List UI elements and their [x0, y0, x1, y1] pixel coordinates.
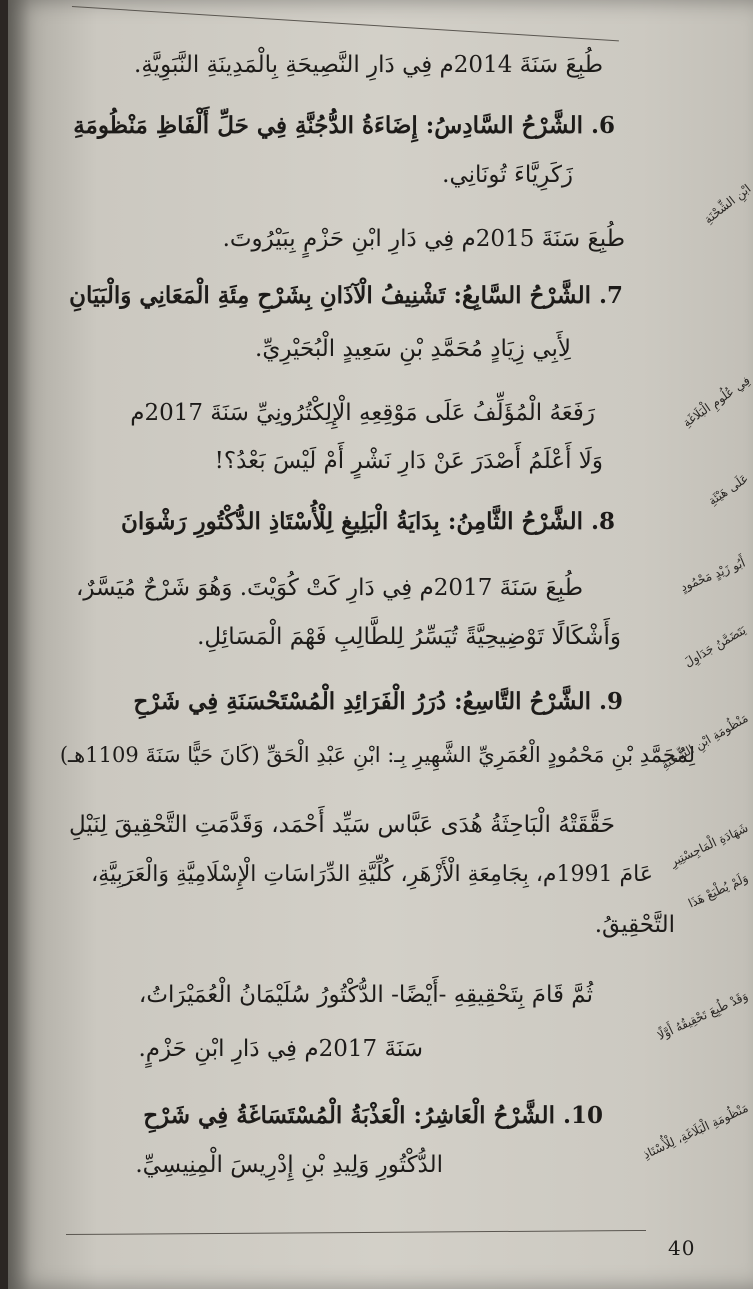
heading-seventh: 7. الشَّرْحُ السَّابِعُ: تَشْنِيفُ الْآذَانِ بِشَرْحِ مِئَةِ الْمَعَانِي وَالْبَيَانِ: [69, 282, 623, 309]
heading-sixth: 6. الشَّرْحُ السَّادِسُ: إِضَاءَةُ الدُّجُنَّةِ فِي حَلِّ أَلْفَاظِ مَنْظُومَةِ: [73, 112, 615, 139]
text-line: الدُّكْتُورِ وَلِيدِ بْنِ إِدْرِيسَ الْمِنِيسِيِّ.: [135, 1152, 443, 1178]
text-line: زَكَرِيَّاءَ تُونَانِي.: [442, 162, 573, 188]
text-line: عَامَ 1991م، بِجَامِعَةِ الْأَزْهَرِ، كُلِّيَّةِ الدِّرَاسَاتِ الْإِسْلَامِيَّةِ وَالْعَرَبِيَّةِ،: [91, 862, 653, 887]
side-note: مَنْظُومَةِ الْبَلَاغَةِ، لِلْأُسْتَاذِ: [640, 1100, 750, 1162]
side-note: مَنْظُومَةِ ابْنِ الشِّحْنَةِ: [658, 710, 751, 773]
book-page: [8, 0, 753, 1289]
side-note: أَبُو زَيْدٍ مَحْمُودٍ: [678, 555, 748, 595]
heading-ninth: 9. الشَّرْحُ التَّاسِعُ: دُرَرُ الْفَرَائِدِ الْمُسْتَحْسَنَةِ فِي شَرْحِ: [133, 688, 623, 715]
text-line: التَّحْقِيقُ.: [594, 912, 675, 938]
text-line: سَنَةَ 2017م فِي دَارِ ابْنِ حَزْمٍ.: [138, 1036, 423, 1062]
text-line: طُبِعَ سَنَةَ 2017م فِي دَارِ كَتْ كُوَيْتَ. وَهُوَ شَرْحٌ مُيَسَّرٌ،: [75, 575, 583, 601]
side-note: وَقَدْ طُبِعَ تَحْقِيقُهُ أَوَّلًا: [655, 988, 750, 1043]
side-note: وَلَمْ يُطْبَعْ هَذَا: [685, 870, 750, 911]
side-note: ابْنِ الشِّحْنَةِ: [701, 181, 753, 227]
heading-eighth: 8. الشَّرْحُ الثَّامِنُ: بِدَايَةُ الْبَلِيغِ لِلْأُسْتَاذِ الدُّكْتُورِ رَشْوَانَ: [120, 508, 615, 535]
bottom-rule: [66, 1230, 646, 1235]
heading-tenth: 10. الشَّرْحُ الْعَاشِرُ: الْعَذْبَةُ الْمُسْتَسَاغَةُ فِي شَرْحِ: [143, 1102, 603, 1129]
page-number: 40: [668, 1236, 696, 1260]
text-line: حَقَّقَتْهُ الْبَاحِثَةُ هُدَى عَبَّاس سَيِّد أَحْمَد، وَقَدَّمَتِ التَّحْقِيقَ لِنَيْلِ: [68, 812, 615, 838]
text-line: وَأَشْكَالًا تَوْضِيحِيَّةً تُيَسِّرُ لِلطَّالِبِ فَهْمَ الْمَسَائِلِ.: [197, 624, 621, 650]
text-line: طُبِعَ سَنَةَ 2015م فِي دَارِ ابْنِ حَزْمٍ بِبَيْرُوتَ.: [222, 226, 625, 252]
text-line: طُبِعَ سَنَةَ 2014م فِي دَارِ النَّصِيحَةِ بِالْمَدِينَةِ النَّبَوِيَّةِ.: [134, 52, 603, 78]
text-line: لِمُحَمَّدِ بْنِ مَحْمُودٍ الْعُمَرِيِّ الشَّهِيرِ بِـ: ابْنِ عَبْدِ الْحَقِّ (كَانَ حَيًّا سَنَةَ 1109هـ): [59, 743, 695, 767]
text-line: رَفَعَهُ الْمُؤَلِّفُ عَلَى مَوْقِعِهِ الْإِلِكْتُرُونِيِّ سَنَةَ 2017م: [130, 400, 595, 426]
side-note: شَهَادَةِ الْمَاجِسْتِيرِ: [667, 820, 750, 869]
text-line: وَلَا أَعْلَمُ أَصْدَرَ عَنْ دَارِ نَشْرٍ أَمْ لَيْسَ بَعْدُ؟!: [214, 448, 603, 474]
side-note: يَتَضَمَّنُ جَدَاوِلَ: [681, 622, 749, 670]
text-line: لِأَبِي زِيَادٍ مُحَمَّدِ بْنِ سَعِيدٍ الْبُحَيْرِيِّ.: [255, 336, 571, 362]
side-note: عَلَى هَيْئَةِ: [705, 471, 751, 508]
side-note: فِي عُلُومِ الْبَلَاغَةِ: [680, 373, 753, 430]
text-line: ثُمَّ قَامَ بِتَحْقِيقِهِ -أَيْضًا- الدُّكْتُورُ سُلَيْمَانُ الْعُمَيْرَاتُ،: [138, 982, 593, 1008]
top-rule: [72, 6, 619, 41]
